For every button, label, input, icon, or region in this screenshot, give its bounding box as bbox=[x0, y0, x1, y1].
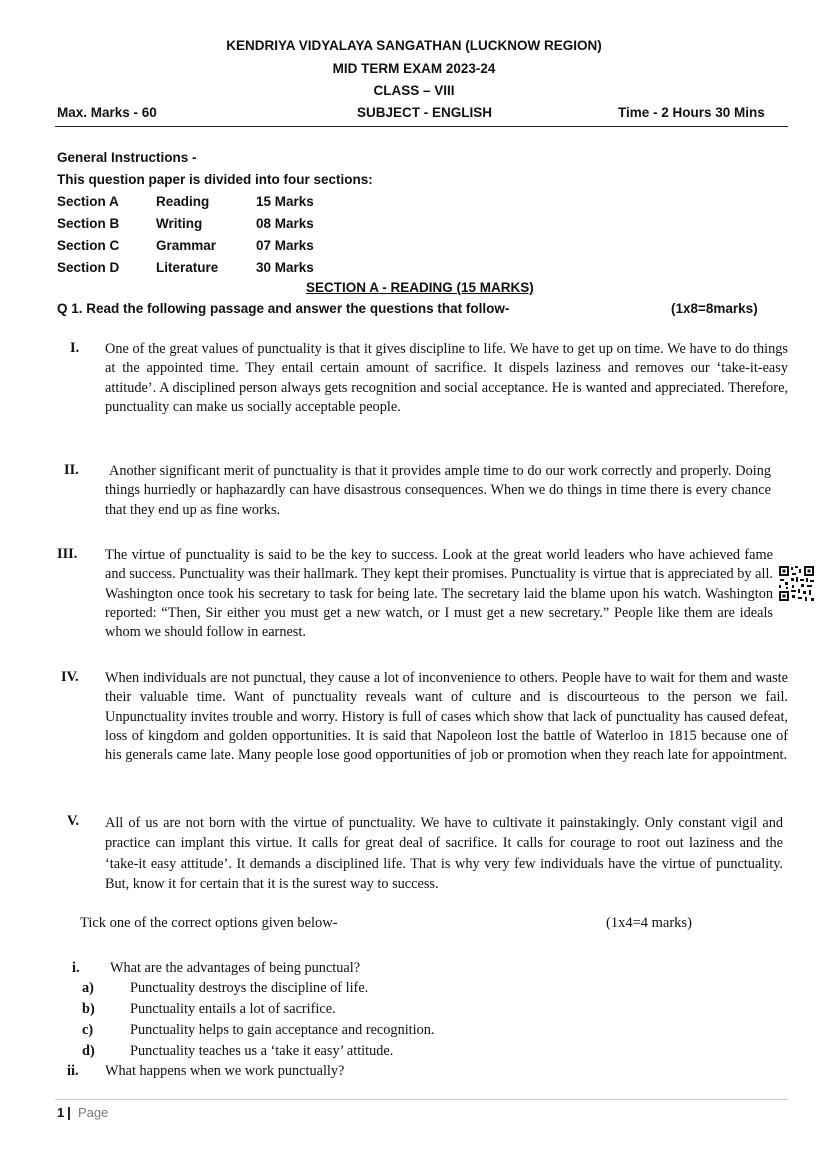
qr-code-icon bbox=[778, 565, 815, 602]
instructions-heading: General Instructions - bbox=[57, 150, 197, 165]
question-text: What are the advantages of being punctual? bbox=[110, 960, 361, 976]
section-id: Section D bbox=[57, 260, 120, 275]
exam-title: MID TERM EXAM 2023-24 bbox=[332, 61, 496, 76]
question-text: What happens when we work punctually? bbox=[105, 1063, 345, 1079]
q1-prompt: Q 1. Read the following passage and answer the questions that follow- bbox=[57, 301, 510, 316]
time-label: Time - 2 Hours 30 Mins bbox=[618, 105, 765, 120]
section-id: Section A bbox=[57, 194, 119, 209]
question-num: i. bbox=[72, 960, 80, 976]
header-rule bbox=[55, 126, 788, 127]
para-num: V. bbox=[67, 813, 80, 829]
footer-rule bbox=[55, 1099, 788, 1100]
mcq-instruction: Tick one of the correct options given below- bbox=[80, 915, 338, 931]
subject-label: SUBJECT - ENGLISH bbox=[357, 105, 493, 120]
para-num: IV. bbox=[61, 669, 79, 685]
option-text: Punctuality destroys the discipline of life. bbox=[130, 980, 369, 996]
page-label: Page bbox=[78, 1105, 109, 1120]
section-marks: 08 Marks bbox=[256, 216, 314, 231]
passage-paragraph: The virtue of punctuality is said to be the key to success. Look at the great world leaders who have achieved fame and success. Punctuality was their hallmark. They kept their promises. Punctuality is virtue that is appreciated by all. Washington once took his secretary to task for being late. The secretary laid the blame upon his watch. Washington reported: “Then, Sir either you must get a new watch, or I must get a new secretary.” People like them are ideals whom we should follow in earnest. bbox=[105, 547, 773, 641]
section-id: Section C bbox=[57, 238, 120, 253]
passage-paragraph: One of the great values of punctuality is that it gives discipline to life. We have to get up on time. We have to do things at the appointed time. They entail certain amount of sacrifice. It dispels laziness and removes our ‘take-it-easy attitude’. A disciplined person always gets recognition and social acceptance. He is wanted and appreciated. Therefore, punctuality can make us socially acceptable people. bbox=[105, 341, 788, 415]
org-title: KENDRIYA VIDYALAYA SANGATHAN (LUCKNOW REGION) bbox=[226, 38, 602, 53]
section-name: Literature bbox=[156, 260, 219, 275]
section-marks: 07 Marks bbox=[256, 238, 314, 253]
option-text: Punctuality helps to gain acceptance and recognition. bbox=[130, 1022, 435, 1038]
passage-paragraph: All of us are not born with the virtue of punctuality. We have to cultivate it painstakingly. Only constant vigil and practice can implant this virtue. It calls for great deal of sacrifice. It calls for courage to root out laziness and the ‘take-it easy attitude’. It demands a disciplined life. That is why very few individuals have the virtue of punctuality. But, know it for certain that it is the surest way to success. bbox=[105, 815, 783, 893]
para-num: II. bbox=[64, 462, 79, 478]
passage-paragraph: When individuals are not punctual, they cause a lot of inconvenience to others. People have to wait for them and waste their valuable time. Want of punctuality reveals want of culture and is discourteous to the person we fail. Unpunctuality invites trouble and worry. History is full of cases which show that lack of punctuality has caused defeat, loss of kingdom and golden opportunities. It is said that Napoleon lost the battle of Waterloo in 1815 because one of his generals came late. Many people lose good opportunities of job or promotion when they reach late for appointment. bbox=[105, 670, 788, 764]
section-name: Grammar bbox=[156, 238, 217, 253]
class-label: CLASS – VIII bbox=[373, 83, 455, 98]
max-marks: Max. Marks - 60 bbox=[57, 105, 157, 120]
section-name: Writing bbox=[156, 216, 203, 231]
section-id: Section B bbox=[57, 216, 120, 231]
question-num: ii. bbox=[67, 1063, 79, 1079]
page-number: 1 bbox=[57, 1105, 65, 1120]
footer-separator: | bbox=[67, 1104, 71, 1120]
mcq-marks: (1x4=4 marks) bbox=[606, 915, 692, 931]
para-num: I. bbox=[70, 340, 80, 356]
para-num: III. bbox=[57, 546, 78, 562]
option-label: a) bbox=[82, 980, 94, 996]
q1-marks: (1x8=8marks) bbox=[671, 301, 758, 316]
section-marks: 15 Marks bbox=[256, 194, 314, 209]
section-a-title: SECTION A - READING (15 MARKS) bbox=[306, 280, 534, 295]
instructions-intro: This question paper is divided into four sections: bbox=[57, 172, 373, 187]
option-text: Punctuality entails a lot of sacrifice. bbox=[130, 1001, 336, 1017]
section-marks: 30 Marks bbox=[256, 260, 314, 275]
passage-paragraph: Another significant merit of punctuality is that it provides ample time to do our work correctly and properly. Doing things hurriedly or haphazardly can have disastrous consequences. When we do things in time there is every chance that they end up as fine works. bbox=[105, 463, 771, 518]
option-label: d) bbox=[82, 1043, 95, 1059]
option-label: b) bbox=[82, 1001, 95, 1017]
section-name: Reading bbox=[156, 194, 210, 209]
option-label: c) bbox=[82, 1022, 94, 1038]
option-text: Punctuality teaches us a ‘take it easy’ attitude. bbox=[130, 1043, 394, 1059]
